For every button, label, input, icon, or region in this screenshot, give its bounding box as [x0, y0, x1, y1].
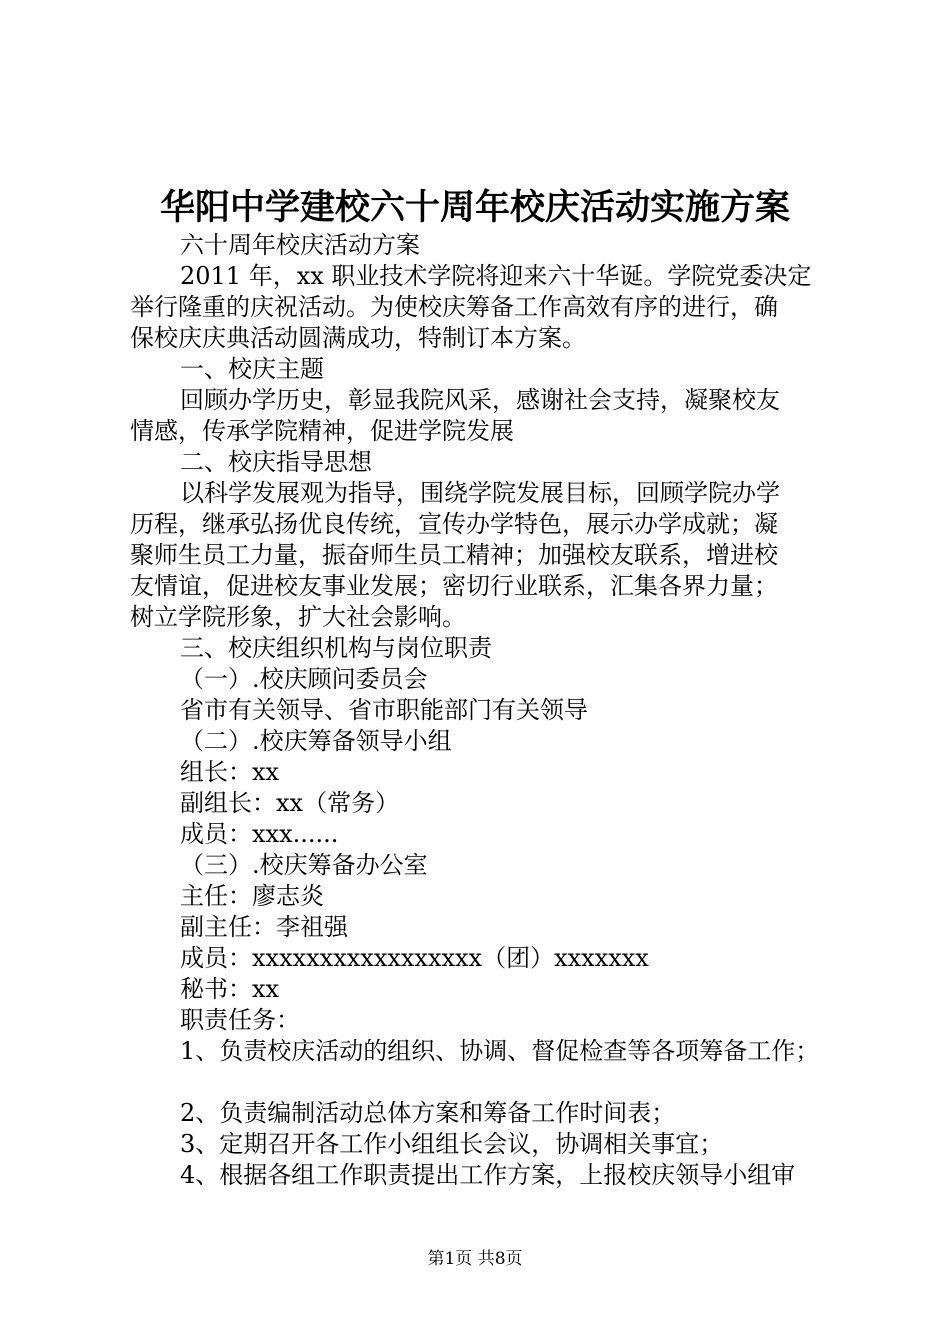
paragraph-line: （三）.校庆筹备办公室 [180, 851, 428, 879]
paragraph-line: 六十周年校庆活动方案 [180, 231, 420, 259]
paragraph-line: 成员：xxx...... [180, 820, 339, 848]
document-body [130, 230, 830, 1191]
paragraph-line: 3、定期召开各工作小组组长会议，协调相关事宜； [180, 1130, 724, 1158]
paragraph-line [130, 1067, 830, 1098]
paragraph-line: 情感，传承学院精神，促进学院发展 [130, 417, 514, 445]
page-title: 华阳中学建校六十周年校庆活动实施方案 [159, 187, 790, 228]
paragraph-line: 历程，继承弘扬优良传统，宣传办学特色，展示办学成就；凝 [130, 510, 778, 538]
paragraph-line: 主任：廖志炎 [180, 882, 324, 910]
paragraph-line: 省市有关领导、省市职能部门有关领导 [180, 696, 588, 724]
paragraph-line: 聚师生员工力量，振奋师生员工精神；加强校友联系，增进校 [130, 541, 778, 569]
paragraph-line: （二）.校庆筹备领导小组 [180, 727, 452, 755]
paragraph-line: 副组长：xx（常务） [180, 789, 400, 817]
paragraph-line: （一）.校庆顾问委员会 [180, 665, 428, 693]
paragraph-line: 4、根据各组工作职责提出工作方案，上报校庆领导小组审 [180, 1161, 796, 1189]
paragraph-line: 树立学院形象，扩大社会影响。 [130, 603, 466, 631]
paragraph-line: 秘书：xx [180, 975, 280, 1003]
paragraph-line: 回顾办学历史，彰显我院风采，感谢社会支持，凝聚校友 [180, 386, 780, 414]
page-footer: 第1页 共8页 [427, 1249, 523, 1269]
paragraph-line: 成员：xxxxxxxxxxxxxxxxx（团）xxxxxxx [180, 944, 649, 972]
paragraph-line: 一、校庆主题 [180, 355, 324, 383]
paragraph-line: 1、负责校庆活动的组织、协调、督促检查等各项筹备工作； [180, 1037, 820, 1065]
paragraph-line: 职责任务： [180, 1006, 300, 1034]
paragraph-line: 三、校庆组织机构与岗位职责 [180, 634, 492, 662]
paragraph-line: 二、校庆指导思想 [180, 448, 372, 476]
paragraph-line: 组长：xx [180, 758, 280, 786]
paragraph-line: 保校庆庆典活动圆满成功，特制订本方案。 [130, 324, 586, 352]
paragraph-line: 2、负责编制活动总体方案和筹备工作时间表； [180, 1099, 676, 1127]
paragraph-line: 2011 年，xx 职业技术学院将迎来六十华诞。学院党委决定 [180, 262, 812, 290]
paragraph-line: 副主任：李祖强 [180, 913, 348, 941]
paragraph-line: 举行隆重的庆祝活动。为使校庆筹备工作高效有序的进行，确 [130, 293, 778, 321]
paragraph-line: 友情谊，促进校友事业发展；密切行业联系，汇集各界力量； [130, 572, 778, 600]
paragraph-line: 以科学发展观为指导，围绕学院发展目标，回顾学院办学 [180, 479, 780, 507]
